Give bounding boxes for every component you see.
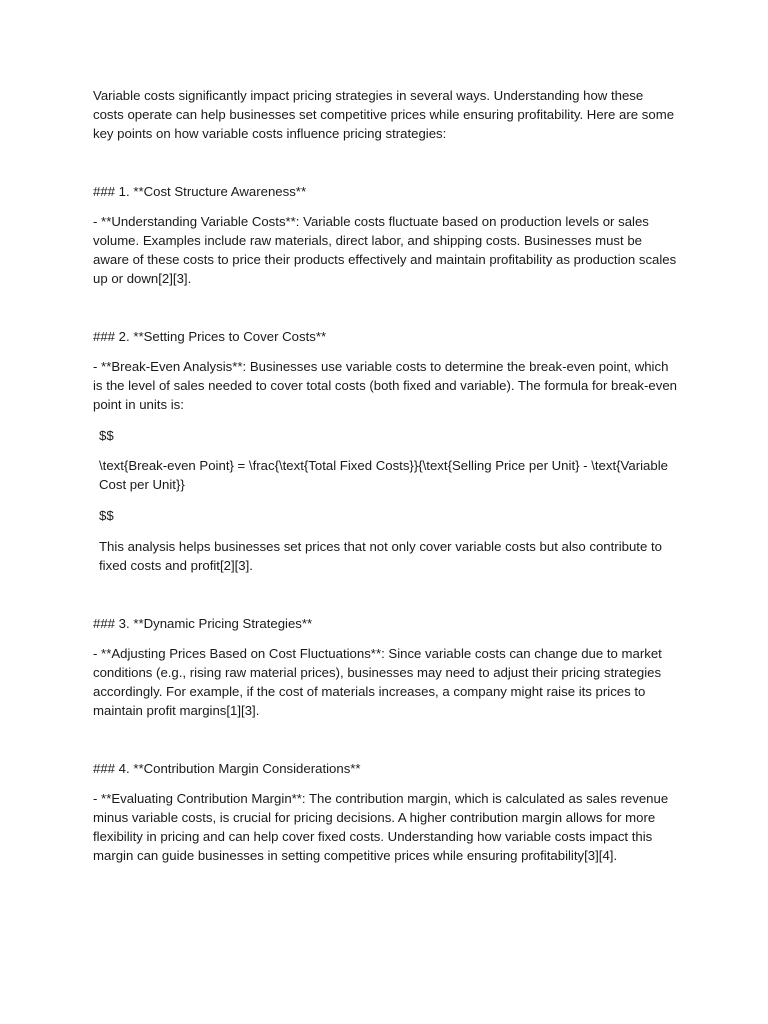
section-1-heading: ### 1. **Cost Structure Awareness**	[93, 184, 307, 200]
section-2-followup: This analysis helps businesses set prices that not only cover variable costs but also contribute to fixed costs and profit[2][3].	[99, 538, 662, 573]
math-close-delimiter: $$	[99, 507, 114, 523]
section-2-heading: ### 2. **Setting Prices to Cover Costs**	[93, 329, 327, 345]
section-4-heading: ### 4. **Contribution Margin Considerations**	[93, 761, 361, 777]
intro-paragraph: Variable costs significantly impact pricing strategies in several ways. Understanding how these costs operate can help businesses set competitive prices while ensuring profitability. Here are some key points on how variable costs influence pricing strategies:	[93, 88, 675, 141]
section-3-bullet: - **Adjusting Prices Based on Cost Fluctuations**: Since variable costs can change due to market conditions (e.g., rising raw material prices), businesses may need to adjust their pricing strategies accordingly. For example, if the cost of materials increases, a company might raise its prices to maintain profit margins[1][3].	[93, 646, 662, 718]
section-2-bullet: - **Break-Even Analysis**: Businesses use variable costs to determine the break-even point, which is the level of sales needed to cover total costs (both fixed and variable). The formula for break-even point in units is:	[93, 359, 677, 412]
document-body	[93, 87, 677, 877]
break-even-formula: \text{Break-even Point} = \frac{\text{Total Fixed Costs}}{\text{Selling Price per Unit} - \text{Variable Cost per Unit}}	[99, 458, 668, 493]
section-1-bullet: - **Understanding Variable Costs**: Variable costs fluctuate based on production levels or sales volume. Examples include raw materials, direct labor, and shipping costs. Businesses must be aware of these costs to price their products effectively and maintain profitability as production scales up or down[2][3].	[93, 214, 677, 286]
section-3-heading: ### 3. **Dynamic Pricing Strategies**	[93, 616, 313, 632]
section-4-bullet: - **Evaluating Contribution Margin**: The contribution margin, which is calculated as sales revenue minus variable costs, is crucial for pricing decisions. A higher contribution margin allows for more flexibility in pricing and can help cover fixed costs. Understanding how variable costs impact this margin can guide businesses in setting competitive prices while ensuring profitability[3][4].	[93, 791, 669, 863]
math-open-delimiter: $$	[99, 427, 114, 443]
